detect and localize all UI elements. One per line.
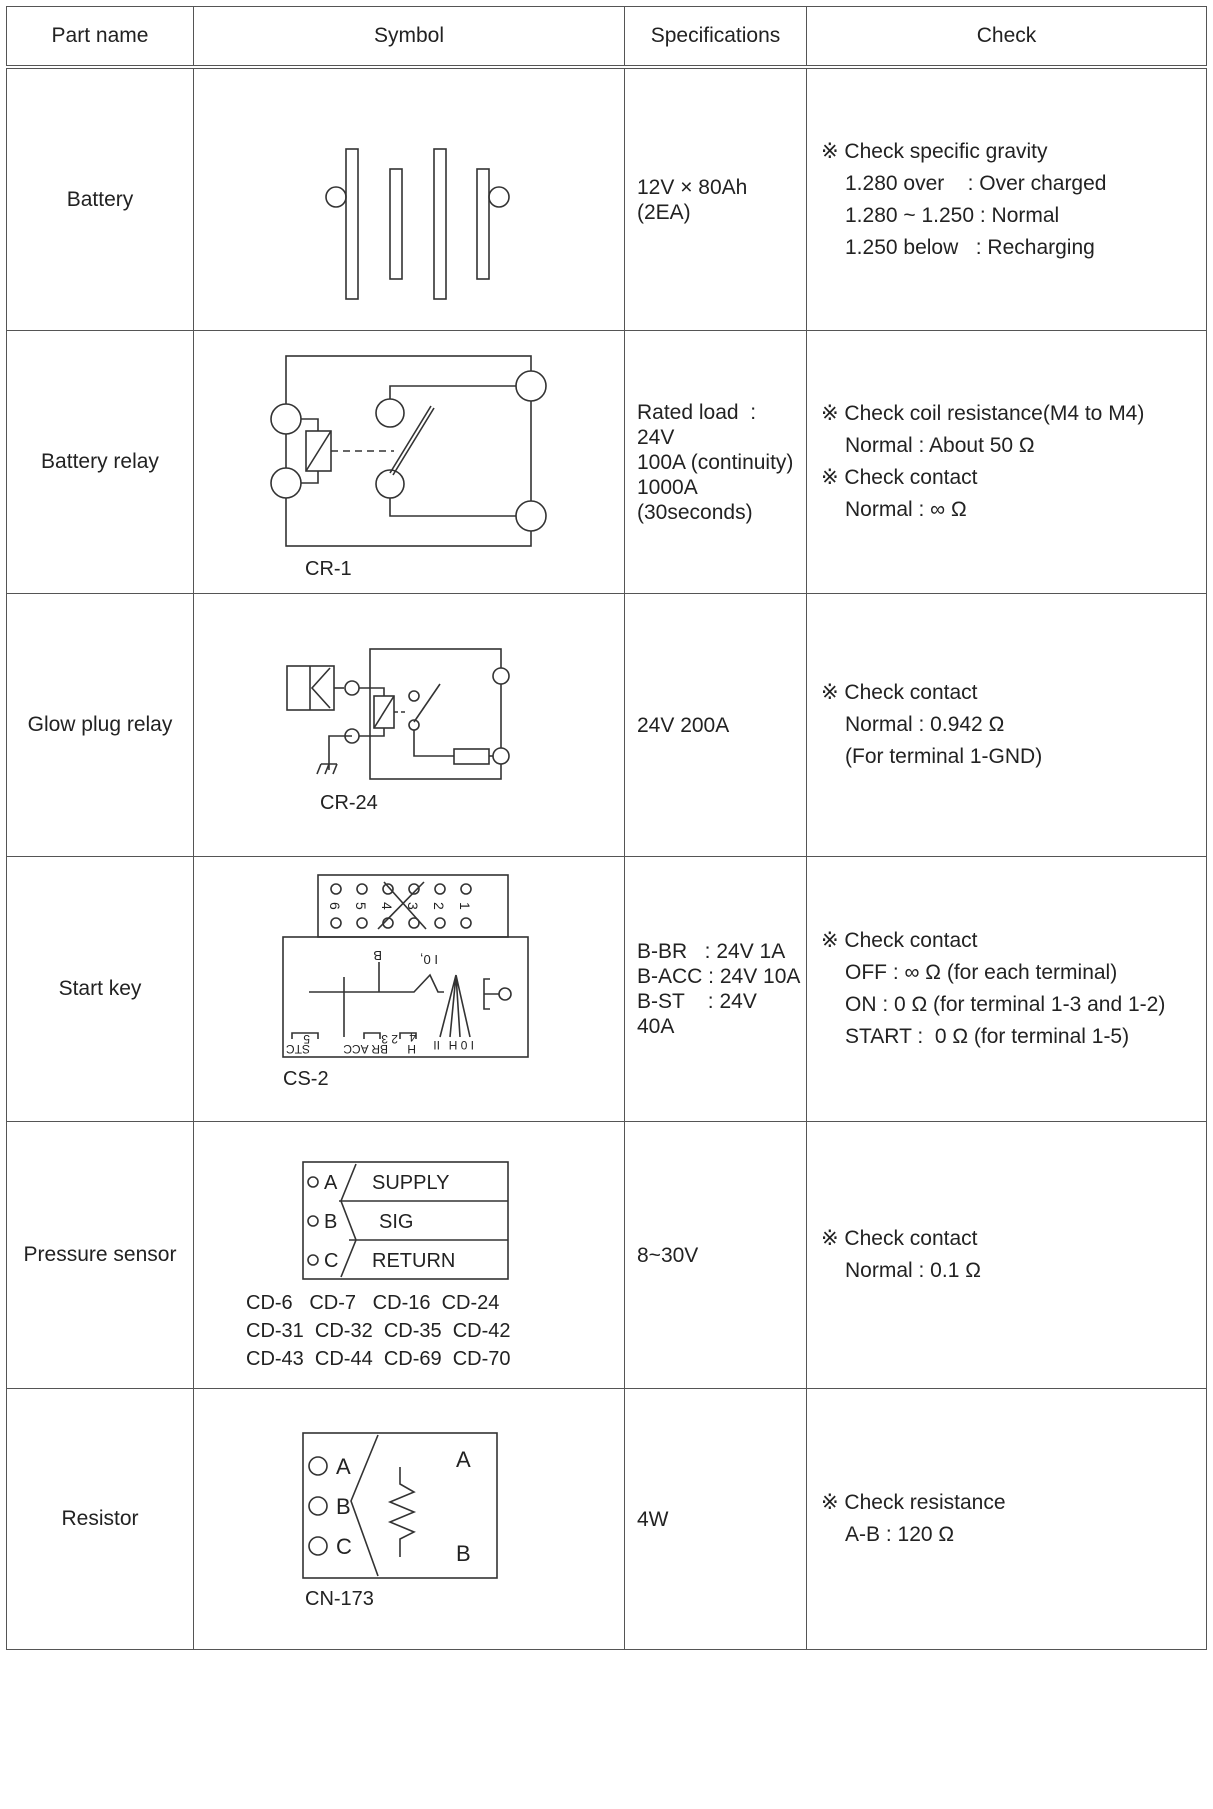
header-row <box>7 7 1207 68</box>
table-row <box>7 1122 1207 1389</box>
part-name: Start key <box>7 857 194 1122</box>
connector-labels: CD-6 CD-7 CD-16 CD-24 <box>246 1292 500 1314</box>
pin-function: SUPPLY <box>372 1172 450 1194</box>
battery-relay-diagram <box>194 331 625 587</box>
table-row <box>7 857 1207 1122</box>
pin-label: A <box>336 1454 351 1479</box>
pin-label: 4 <box>379 902 395 910</box>
part-name: Battery relay <box>7 331 194 594</box>
specifications: 24V 200A <box>625 594 807 857</box>
terminal-label: 3 <box>381 1032 388 1046</box>
pin-label: 5 <box>353 902 369 910</box>
header-check: Check <box>807 7 1207 68</box>
pin-label: C <box>336 1534 352 1559</box>
start-key-diagram <box>194 857 625 1115</box>
pressure-sensor-symbol <box>194 1122 625 1389</box>
table-row <box>7 594 1207 857</box>
check: ※ Check resistance A-B : 120 Ω <box>807 1389 1207 1650</box>
battery-symbol <box>194 67 625 331</box>
symbol-label: CR-24 <box>320 792 378 814</box>
terminal-label: STC <box>286 1042 310 1056</box>
check: ※ Check contact Normal : 0.942 Ω (For terminal 1-GND) <box>807 594 1207 857</box>
resistor-symbol <box>194 1389 625 1650</box>
pin-label: B <box>324 1211 338 1233</box>
table-row <box>7 67 1207 331</box>
pin-label: B <box>336 1494 351 1519</box>
pressure-sensor-diagram <box>194 1122 625 1382</box>
terminal-label: 5 <box>303 1032 310 1046</box>
symbol-label: CN-173 <box>305 1588 374 1610</box>
header-specifications: Specifications <box>625 7 807 68</box>
terminal-label: 2 <box>391 1032 398 1046</box>
specifications: B-BR : 24V 1A B-ACC : 24V 10A B-ST : 24V 40A <box>625 857 807 1122</box>
battery-relay-symbol <box>194 331 625 594</box>
terminal-label: BR ACC <box>343 1042 388 1056</box>
table-row <box>7 1389 1207 1650</box>
terminal-label: H <box>407 1042 416 1056</box>
spec-table <box>6 6 1207 1650</box>
specifications: 4W <box>625 1389 807 1650</box>
symbol-label: CS-2 <box>283 1068 329 1090</box>
table-row <box>7 331 1207 594</box>
specifications: Rated load : 24V 100A (continuity) 1000A (30seconds) <box>625 331 807 594</box>
check: ※ Check contact Normal : 0.1 Ω <box>807 1122 1207 1389</box>
part-name: Pressure sensor <box>7 1122 194 1389</box>
symbol-label: CR-1 <box>305 558 352 580</box>
header-part-name: Part name <box>7 7 194 68</box>
resistor-diagram <box>194 1389 625 1643</box>
symbol-text: I 0, <box>419 952 438 967</box>
terminal-label: A <box>456 1447 471 1472</box>
pin-label: A <box>324 1172 338 1194</box>
battery-symbol-diagram <box>194 69 625 324</box>
pin-label: 3 <box>405 902 421 910</box>
header-symbol: Symbol <box>194 7 625 68</box>
check: ※ Check contact OFF : ∞ Ω (for each terminal) ON : 0 Ω (for terminal 1-3 and 1-2) START : 0 Ω (for terminal 1-5) <box>807 857 1207 1122</box>
pin-label: 6 <box>327 902 343 910</box>
check: ※ Check coil resistance(M4 to M4) Normal : About 50 Ω ※ Check contact Normal : ∞ Ω <box>807 331 1207 594</box>
check: ※ Check specific gravity 1.280 over : Over charged 1.280 ~ 1.250 : Normal 1.250 below : Recharging <box>807 67 1207 331</box>
terminal-label: B <box>456 1541 471 1566</box>
terminal-label: I 0 H <box>448 1038 474 1052</box>
pin-label: C <box>324 1250 339 1272</box>
part-name: Glow plug relay <box>7 594 194 857</box>
connector-labels: CD-31 CD-32 CD-35 CD-42 <box>246 1320 511 1342</box>
terminal-label: 4 <box>409 1030 416 1044</box>
glow-plug-relay-symbol <box>194 594 625 857</box>
specifications: 8~30V <box>625 1122 807 1389</box>
part-name: Battery <box>7 67 194 331</box>
connector-labels: CD-43 CD-44 CD-69 CD-70 <box>246 1348 511 1370</box>
terminal-label: II <box>433 1038 440 1052</box>
specifications: 12V × 80Ah (2EA) <box>625 67 807 331</box>
pin-label: 1 <box>457 902 473 910</box>
pin-function: RETURN <box>372 1250 456 1272</box>
symbol-text: B <box>373 948 382 963</box>
glow-plug-relay-diagram <box>194 594 625 850</box>
pin-label: 2 <box>431 902 447 910</box>
part-name: Resistor <box>7 1389 194 1650</box>
pin-function: SIG <box>379 1211 414 1233</box>
start-key-symbol <box>194 857 625 1122</box>
